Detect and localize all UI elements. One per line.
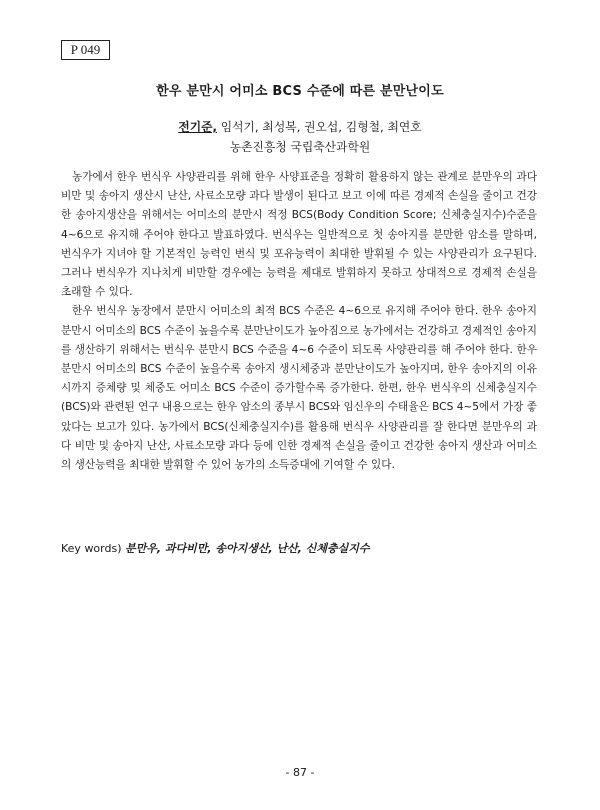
keywords	[61, 540, 537, 556]
keywords-label: Key words)	[61, 542, 125, 555]
abstract-body	[61, 168, 537, 475]
paragraph-1: 농가에서 한우 번식우 사양관리를 위해 한우 사양표준을 정확히 활용하지 않는 관계로 분만우의 과다 비만 및 송아지 생산시 난산, 사료소모량 과다 발생이 된다고 보고 이에 따른 경제적 손실을 줄이고 건강한 송아지생산을 위해서는 어미소의 분만시 적정 BCS(Body Condition Score; 신체충실지수)수준을 4~6으로 유지해 주어야 한다고 발표하였다. 번식우는 일반적으로 첫 송아지를 분만한 암소를 말하며, 번식우가 지녀야 할 기본적인 능력인 번식 및 포유능력이 최대한 발휘될 수 있는 사양관리가 요구된다. 그러나 번식우가 지나치게 비만할 경우에는 능력을 제대로 발휘하지 못하고 상대적으로 경제적 손실을 초래할 수 있다.	[61, 171, 537, 299]
affiliation: 농촌진흥청 국립축산과학원	[229, 140, 371, 154]
author-list	[0, 118, 600, 135]
paper-id-badge: P 049	[61, 40, 110, 60]
co-authors: 임석기, 최성복, 권오섭, 김형철, 최연호	[216, 120, 422, 134]
page-number: - 87 -	[285, 766, 315, 779]
paragraph-2: 한우 번식우 농장에서 분만시 어미소의 최적 BCS 수준은 4~6으로 유지해 주어야 한다. 한우 송아지 분만시 어미소의 BCS 수준이 높을수록 분만난이도가 높아짐으로 농가에서는 건강하고 경제적인 송아지를 생산하기 위해서는 번식우 분만시 BCS 수준을 4~6 수준이 되도록 사양관리를 해 주어야 한다. 한우 분만시 어미소의 BCS 수준이 높을수록 송아지 생시체중과 분만난이도가 높아지며, 한우 송아지의 이유시까지 증체량 및 체중도 어미소 BCS 수준이 증가할수록 증가한다. 한편, 한우 번식우의 신체충실지수(BCS)와 관련된 연구 내용으로는 한우 암소의 종부시 BCS와 임신우의 수태율은 BCS 4~5에서 가장 좋았다는 보고가 있다. 농가에서 BCS(신체충실지수)를 활용해 번식우 사양관리를 잘 한다면 분만우의 과다 비만 및 송아지 난산, 사료소모량 과다 등에 인한 경제적 손실을 줄이고 건강한 송아지 생산과 어미소의 생산능력을 최대한 발휘할 수 있어 농가의 소득증대에 기여할 수 있다.	[61, 305, 537, 472]
keywords-values: 분만우, 과다비만, 송아지생산, 난산, 신체충실지수	[125, 542, 370, 555]
lead-author: 전기준,	[178, 120, 217, 134]
paper-title: 한우 분만시 어미소 BCS 수준에 따른 분만난이도	[156, 84, 444, 99]
